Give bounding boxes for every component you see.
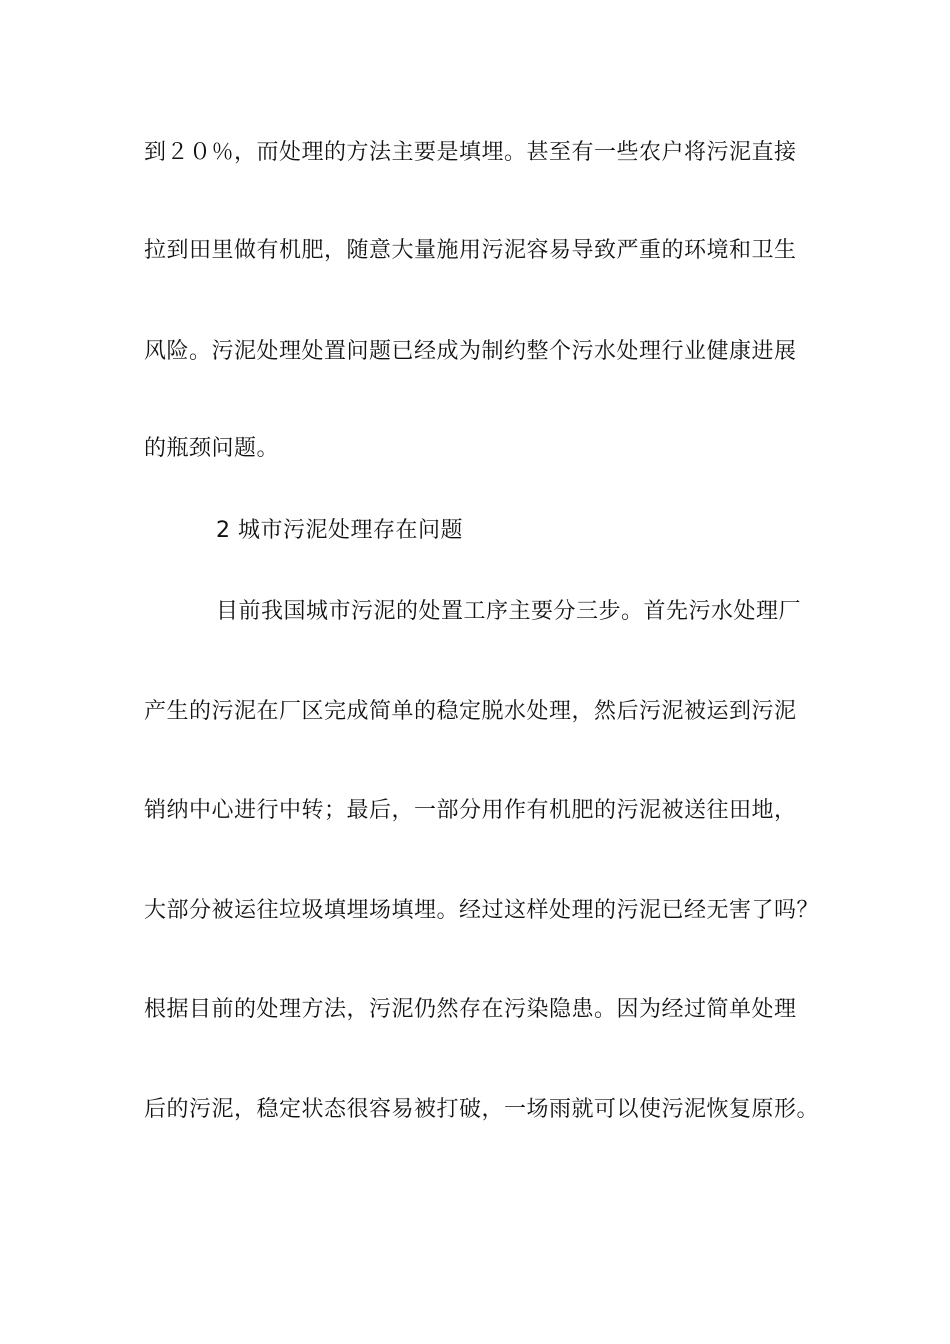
text-line: 风险。污泥处理处置问题已经成为制约整个污水处理行业健康进展 — [144, 339, 797, 364]
text-line: 销纳中心进行中转；最后，一部分用作有机肥的污泥被送往田地， — [144, 798, 797, 823]
text-line: 的瓶颈问题。 — [144, 436, 280, 461]
text-line: 产生的污泥在厂区完成简单的稳定脱水处理，然后污泥被运到污泥 — [144, 699, 797, 724]
text-line: 大部分被运往垃圾填埋场填埋。经过这样处理的污泥已经无害了吗？ — [144, 898, 820, 923]
text-line: 目前我国城市污泥的处置工序主要分三步。首先污水处理厂 — [216, 599, 802, 624]
text-line: 根据目前的处理方法，污泥仍然存在污染隐患。因为经过简单处理 — [144, 997, 797, 1022]
text-line: 到２０％，而处理的方法主要是填埋。甚至有一些农户将污泥直接 — [144, 140, 797, 165]
text-line: 后的污泥，稳定状态很容易被打破，一场雨就可以使污泥恢复原形。 — [144, 1097, 820, 1122]
section-heading: 2 城市污泥处理存在问题 — [216, 518, 463, 543]
text-line: 拉到田里做有机肥，随意大量施用污泥容易导致严重的环境和卫生 — [144, 238, 797, 263]
